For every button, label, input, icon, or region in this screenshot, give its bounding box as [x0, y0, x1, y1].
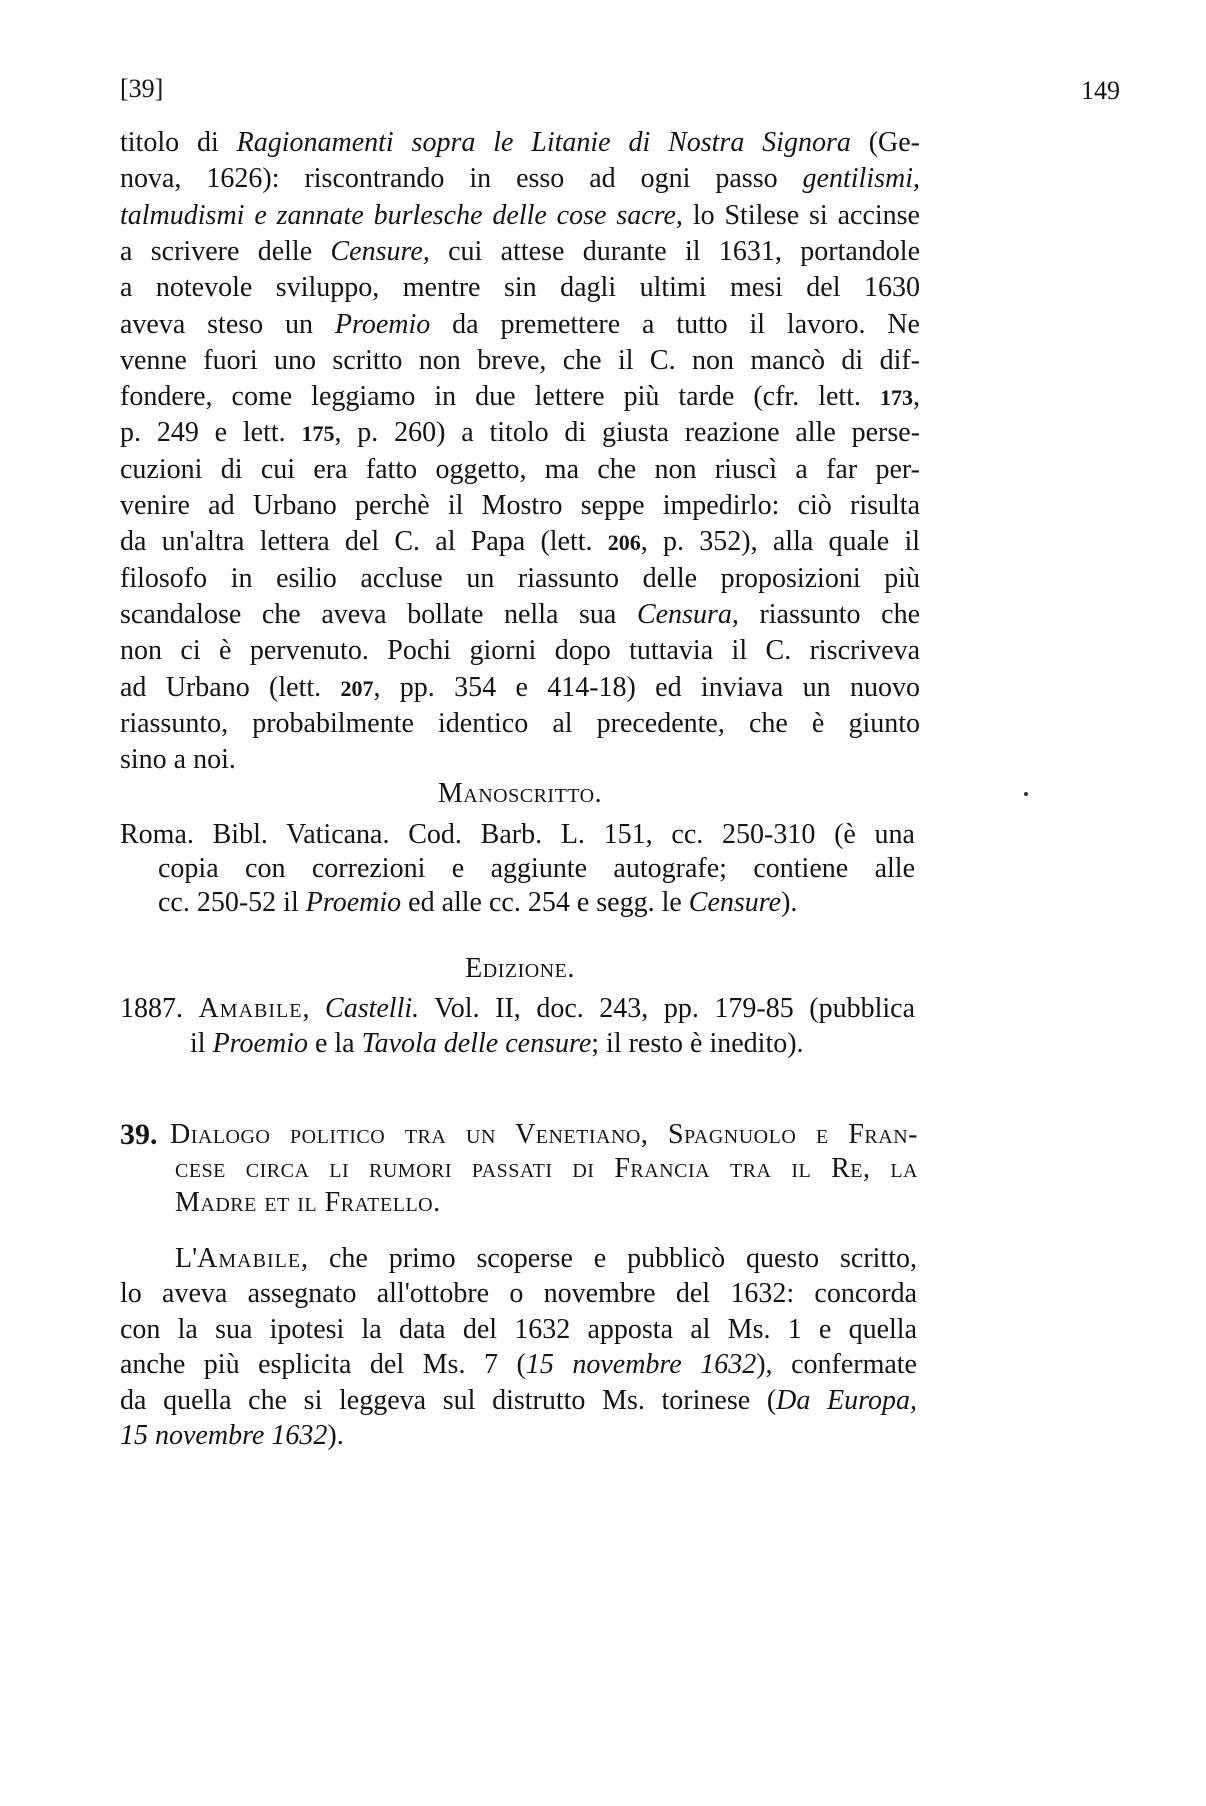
paragraph-line: lo aveva assegnato all'ottobre o novembre del 1632: concorda: [120, 1278, 917, 1310]
paragraph-line: 15 novembre 1632).: [120, 1420, 344, 1451]
paragraph-line: L'Amabile, che primo scoperse e pubblicò questo scritto,: [175, 1243, 917, 1274]
entry-title-line: cese circa li rumori passati di Francia tra il Re, la: [175, 1153, 918, 1184]
paragraph-line: scandalose che aveva bollate nella sua Censura, riassunto che: [120, 598, 920, 630]
page-section-marker: [39]: [120, 74, 164, 103]
paragraph-line: talmudismi e zannate burlesche delle cose sacre, lo Stilese si accinse: [120, 199, 920, 231]
entry-number: 39.: [120, 1118, 158, 1151]
paragraph-line: nova, 1626): riscontrando in esso ad ogni passo gentilismi,: [120, 163, 920, 195]
edition-line: 1887. Amabile, Castelli. Vol. II, doc. 243, pp. 179-85 (pubblica: [120, 993, 916, 1024]
paragraph-line: a scrivere delle Censure, cui attese durante il 1631, portandole: [120, 235, 920, 267]
section-heading-edition: Edizione.: [465, 953, 575, 984]
paragraph-line: riassunto, probabilmente identico al precedente, che è giunto: [120, 707, 920, 739]
section-heading-manuscript: Manoscritto.: [437, 778, 603, 809]
paragraph-line: filosofo in esilio accluse un riassunto delle proposizioni più: [120, 562, 920, 594]
paragraph-line: venne fuori uno scritto non breve, che il C. non mancò di dif-: [120, 344, 920, 376]
paragraph-line: p. 249 e lett. 175, p. 260) a titolo di giusta reazione alle perse-: [120, 417, 920, 449]
manuscript-line: cc. 250-52 il Proemio ed alle cc. 254 e segg. le Censure).: [158, 887, 798, 918]
paragraph-line: fondere, come leggiamo in due lettere più tarde (cfr. lett. 173,: [120, 381, 920, 413]
page-number: 149: [1081, 76, 1120, 105]
manuscript-line: copia con correzioni e aggiunte autografe; contiene alle: [158, 853, 915, 884]
paragraph-line: titolo di Ragionamenti sopra le Litanie di Nostra Signora (Ge-: [120, 127, 921, 158]
edition-line: il Proemio e la Tavola delle censure; il resto è inedito).: [190, 1028, 804, 1059]
paragraph-line: venire ad Urbano perchè il Mostro seppe impedirlo: ciò risulta: [120, 490, 920, 521]
paragraph-line: da un'altra lettera del C. al Papa (lett. 206, p. 352), alla quale il: [120, 526, 920, 558]
speck-mark: [1024, 792, 1028, 796]
paragraph-line: da quella che si leggeva sul distrutto Ms. torinese (Da Europa,: [120, 1384, 917, 1416]
paragraph-line: sino a noi.: [120, 744, 236, 776]
paragraph-line: ad Urbano (lett. 207, pp. 354 e 414-18) ed inviava un nuovo: [120, 671, 920, 703]
paragraph-line: con la sua ipotesi la data del 1632 apposta al Ms. 1 e quella: [120, 1313, 917, 1345]
paragraph-line: aveva steso un Proemio da premettere a tutto il lavoro. Ne: [120, 308, 920, 340]
entry-title-line: Madre et il Fratello.: [175, 1187, 441, 1218]
paragraph-line: non ci è pervenuto. Pochi giorni dopo tuttavia il C. riscriveva: [120, 635, 920, 667]
entry-title-line: Dialogo politico tra un Venetiano, Spagnuolo e Fran-: [170, 1119, 918, 1150]
paragraph-line: anche più esplicita del Ms. 7 (15 novembre 1632), confermate: [120, 1349, 917, 1381]
paragraph-line: a notevole sviluppo, mentre sin dagli ultimi mesi del 1630: [120, 272, 920, 304]
paragraph-line: cuzioni di cui era fatto oggetto, ma che non riuscì a far per-: [120, 453, 920, 485]
manuscript-line: Roma. Bibl. Vaticana. Cod. Barb. L. 151, cc. 250-310 (è una: [120, 819, 915, 850]
